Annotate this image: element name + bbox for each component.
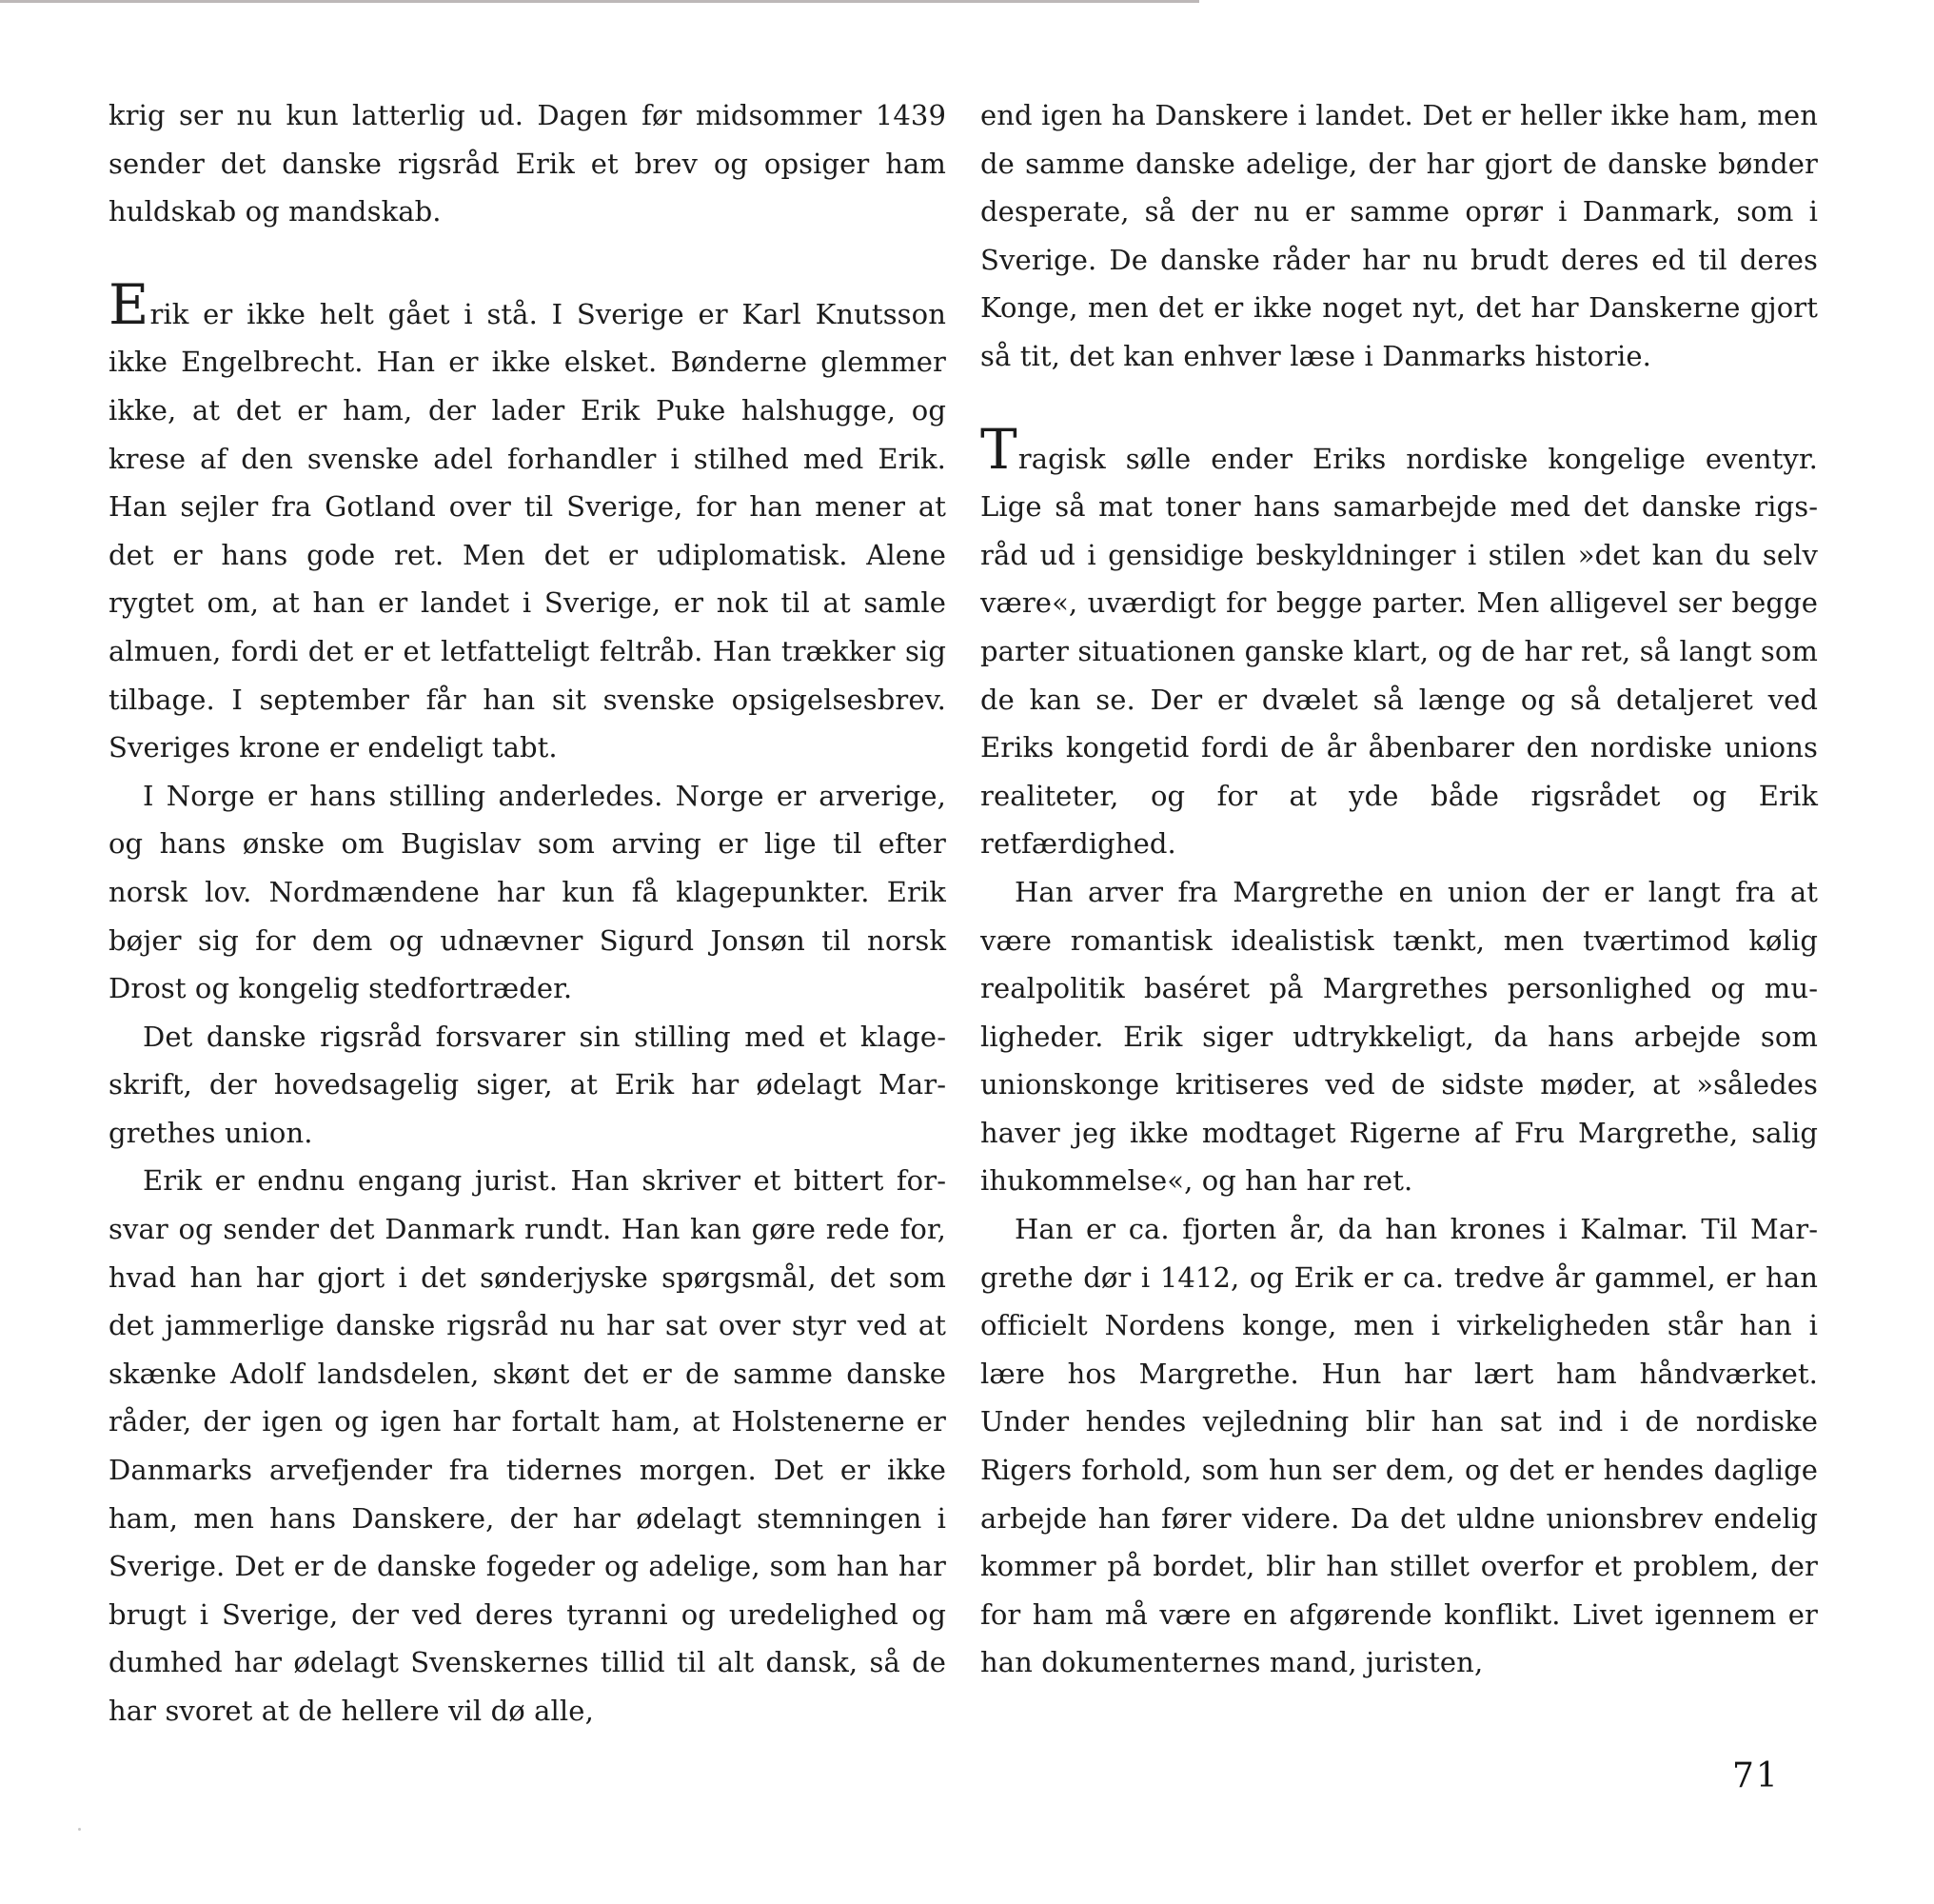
paragraph: Erik er endnu engang jurist. Han skriver et bittert forsvar og sender det Danmark rundt. Han kan gøre rede for, hvad han har gjort i det sønderjyske spørgsmål, det som det jammerlige danske rigsråd nu har sat over styr ved at skænke Adolf landsdelen, skønt det er de samme danske råder, der igen og igen har fortalt ham, at Holstenerne er Danmarks arvefjender fra tidernes morgen. Det er ikke ham, men hans Danskere, der har ødelagt stemningen i Sverige. Det er de danske fogeder og adelige, som han har brugt i Sverige, der ved deres tyranni og uredelighed og dumhed har ødelagt Svenskernes tillid til alt dansk, så de har svoret at de hellere vil dø alle, (109, 1164, 946, 1727)
paragraph: I Norge er hans stilling anderledes. Norge er arverige, og hans ønske om Bugislav som arving er lige til efter norsk lov. Nordmændene har kun få klagepunkter. Erik bøjer sig for dem og udnævner Sigurd Jonsøn til norsk Drost og kongelig stedfortræder. (109, 779, 946, 1005)
section-paragraph (109, 271, 946, 772)
left-text-column (109, 91, 946, 1735)
drop-cap: T (980, 416, 1017, 482)
paragraph: Det danske rigsråd forsvarer sin stilling med et klageskrift, der hovedsagelig siger, at Erik har ødelagt Margrethes union. (109, 1020, 946, 1149)
right-text-column (980, 91, 1818, 1687)
paragraph: end igen ha Danskere i landet. Det er heller ikke ham, men de samme danske adelige, der har gjort de danske bønder desperate, så der nu er samme oprør i Danmark, som i Sverige. De danske råder har nu brudt deres ed til deres Konge, men det er ikke noget nyt, det har Danskerne gjort så tit, det kan enhver læse i Danmarks historie. (980, 99, 1818, 372)
drop-cap: E (109, 271, 149, 337)
paragraph-text: ragisk sølle ender Eriks nordiske kongelige eventyr. Lige så mat toner hans samarbejde med det danske rigsråd ud i gensidige beskyldninger i stilen »det kan du selv være«, uværdigt for begge parter. Men alligevel ser begge parter situationen ganske klart, og de har ret, så langt som de kan se. Der er dvælet så længe og så detaljeret ved Eriks kongetid fordi de år åbenbarer den nordiske unions realiteter, og for at yde både rigsrådet og Erik retfærdighed. (980, 442, 1818, 861)
section-paragraph (980, 416, 1818, 868)
paragraph: Han er ca. fjorten år, da han krones i Kalmar. Til Margrethe dør i 1412, og Erik er ca. tredve år gammel, er han officielt Nordens konge, men i virkeligheden står han i lære hos Margrethe. Hun har lært ham håndværket. Under hendes vejledning blir han sat ind i de nordiske Rigers forhold, som hun ser dem, og det er hendes daglige arbejde han fører videre. Da det uldne unionsbrev endelig kommer på bordet, blir han stillet overfor et problem, der for ham må være en afgørende konflikt. Livet igennem er han dokumenternes mand, juristen, (980, 1213, 1818, 1679)
top-edge-rule (0, 0, 1199, 3)
page-number: 71 (1732, 1756, 1780, 1795)
paper-speck (78, 1828, 81, 1831)
paragraph: Han arver fra Margrethe en union der er langt fra at være romantisk idealistisk tænkt, men tværtimod kølig realpolitik baséret på Margrethes personlighed og muligheder. Erik siger udtrykkeligt, da hans arbejde som unionskonge kritiseres ved de sidste møder, at »således haver jeg ikke modtaget Rigerne af Fru Margrethe, salig ihukommelse«, og han har ret. (980, 875, 1818, 1198)
paragraph: krig ser nu kun latterlig ud. Dagen før midsommer 1439 sender det danske rigsråd Erik et brev og opsiger ham huldskab og mandskab. (109, 99, 946, 228)
paragraph-text: rik er ikke helt gået i stå. I Sverige er Karl Knutsson ikke Engelbrecht. Han er ikke elsket. Bønderne glemmer ikke, at det er ham, der lader Erik Puke halshugge, og krese af den svenske adel forhandler i stilhed med Erik. Han sejler fra Gotland over til Sverige, for han mener at det er hans gode ret. Men det er udiplomatisk. Alene rygtet om, at han er landet i Sverige, er nok til at samle almuen, fordi det er et letfatteligt feltråb. Han trækker sig tilbage. I september får han sit svenske opsigelsesbrev. Sveriges krone er endeligt tabt. (109, 297, 946, 764)
